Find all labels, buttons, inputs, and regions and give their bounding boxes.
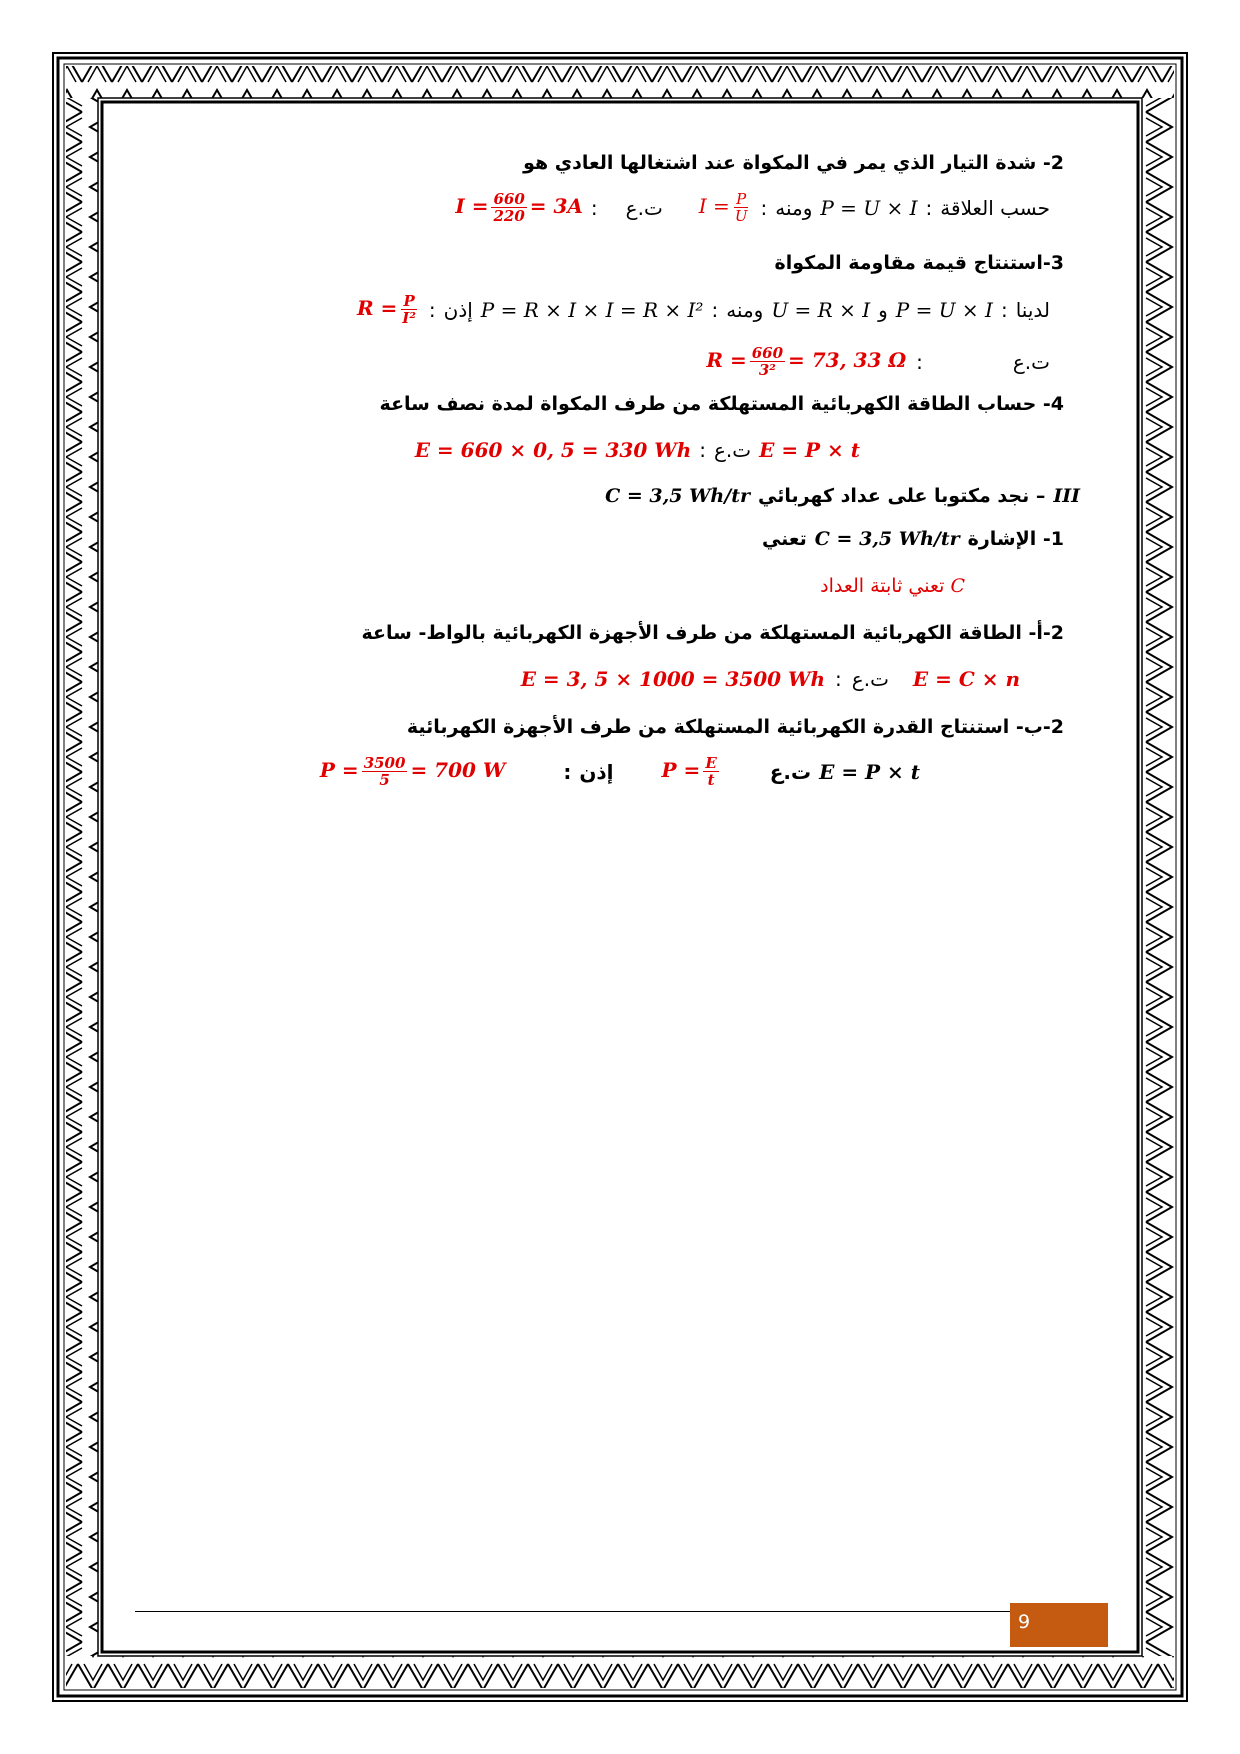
- resistance-formula: R = $\frac{P}{\text{I²}}$: [356, 292, 416, 327]
- current-formula: I = $\frac{P}{U}$: [698, 190, 748, 225]
- q3-result-line: ت.ع : R = $\frac{660}{\text{3²}}$ = 73, 33 Ω: [706, 344, 1050, 379]
- current-result: I = $\frac{660}{220}$ = 3A: [455, 190, 583, 225]
- footer-rule: [135, 1611, 1010, 1612]
- resistance-result: R = $\frac{660}{\text{3²}}$ = 73, 33 Ω: [706, 344, 907, 379]
- power-relation: P = U × I: [820, 195, 918, 220]
- energy-formula: E = P × t: [759, 438, 860, 462]
- hasab-label: حسب العلاقة: [940, 195, 1050, 220]
- meter-energy-result: E = 3, 5 × 1000 = 3500 Wh: [520, 667, 826, 691]
- relation-uri: U = R × I: [771, 297, 871, 322]
- q3-heading: 3-استنتاج قيمة مقاومة المكواة: [774, 252, 1064, 274]
- q2a-solution-line: E = C × n ت.ع : E = 3, 5 × 1000 = 3500 Wh: [520, 667, 1020, 691]
- meter-constant: C = 3,5 Wh/tr: [605, 485, 750, 507]
- q2b-heading: 2-ب- استنتاج القدرة الكهربائية المستهلكة من طرف الأجهزة الكهربائية: [406, 716, 1064, 738]
- meter-energy-formula: E = C × n: [912, 667, 1020, 691]
- q2b-solution-line: E = P × t ت.ع P = $\frac{E}{t}$ إذن : P = $\frac{3500}{5}$ = 700 W: [319, 754, 920, 789]
- q2-heading: 2- شدة التيار الذي يمر في المكواة عند اشتغالها العادي هو: [523, 152, 1064, 174]
- part3-heading: III – نجد مكتوبا على عداد كهربائي C = 3,5 Wh/tr: [605, 485, 1080, 507]
- relation-pui: P = U × I: [895, 297, 993, 322]
- q2a-heading: 2-أ- الطاقة الكهربائية المستهلكة من طرف الأجهزة الكهربائية بالواط- ساعة: [361, 622, 1064, 644]
- q4-solution-line: E = P × t ت.ع : E = 660 × 0, 5 = 330 Wh: [414, 438, 860, 462]
- page-number: 9: [1018, 1611, 1031, 1633]
- power-formula: P = $\frac{E}{t}$: [661, 754, 717, 789]
- energy-result: E = 660 × 0, 5 = 330 Wh: [414, 438, 692, 462]
- part3-answer: C تعني ثابتة العداد: [820, 575, 965, 597]
- q3-solution-line: لدينا : P = U × I و U = R × I ومنه : P = R × I × I = R × I² إذن : R = $\frac{P}{\text{I²}}$: [356, 292, 1050, 327]
- part3-numeral: III: [1053, 485, 1080, 507]
- power-result: P = $\frac{3500}{5}$ = 700 W: [319, 754, 506, 789]
- part3-q1: 1- الإشارة C = 3,5 Wh/tr تعني: [761, 528, 1064, 550]
- q2-solution-line: حسب العلاقة : P = U × I ومنه : I = $\frac{P}{U}$ ت.ع : I = $\frac{660}{220}$ = 3A: [455, 190, 1050, 225]
- relation-pri2: P = R × I × I = R × I²: [480, 297, 704, 322]
- power-energy-relation: E = P × t: [819, 759, 920, 784]
- q4-heading: 4- حساب الطاقة الكهربائية المستهلكة من طرف المكواة لمدة نصف ساعة: [379, 393, 1064, 415]
